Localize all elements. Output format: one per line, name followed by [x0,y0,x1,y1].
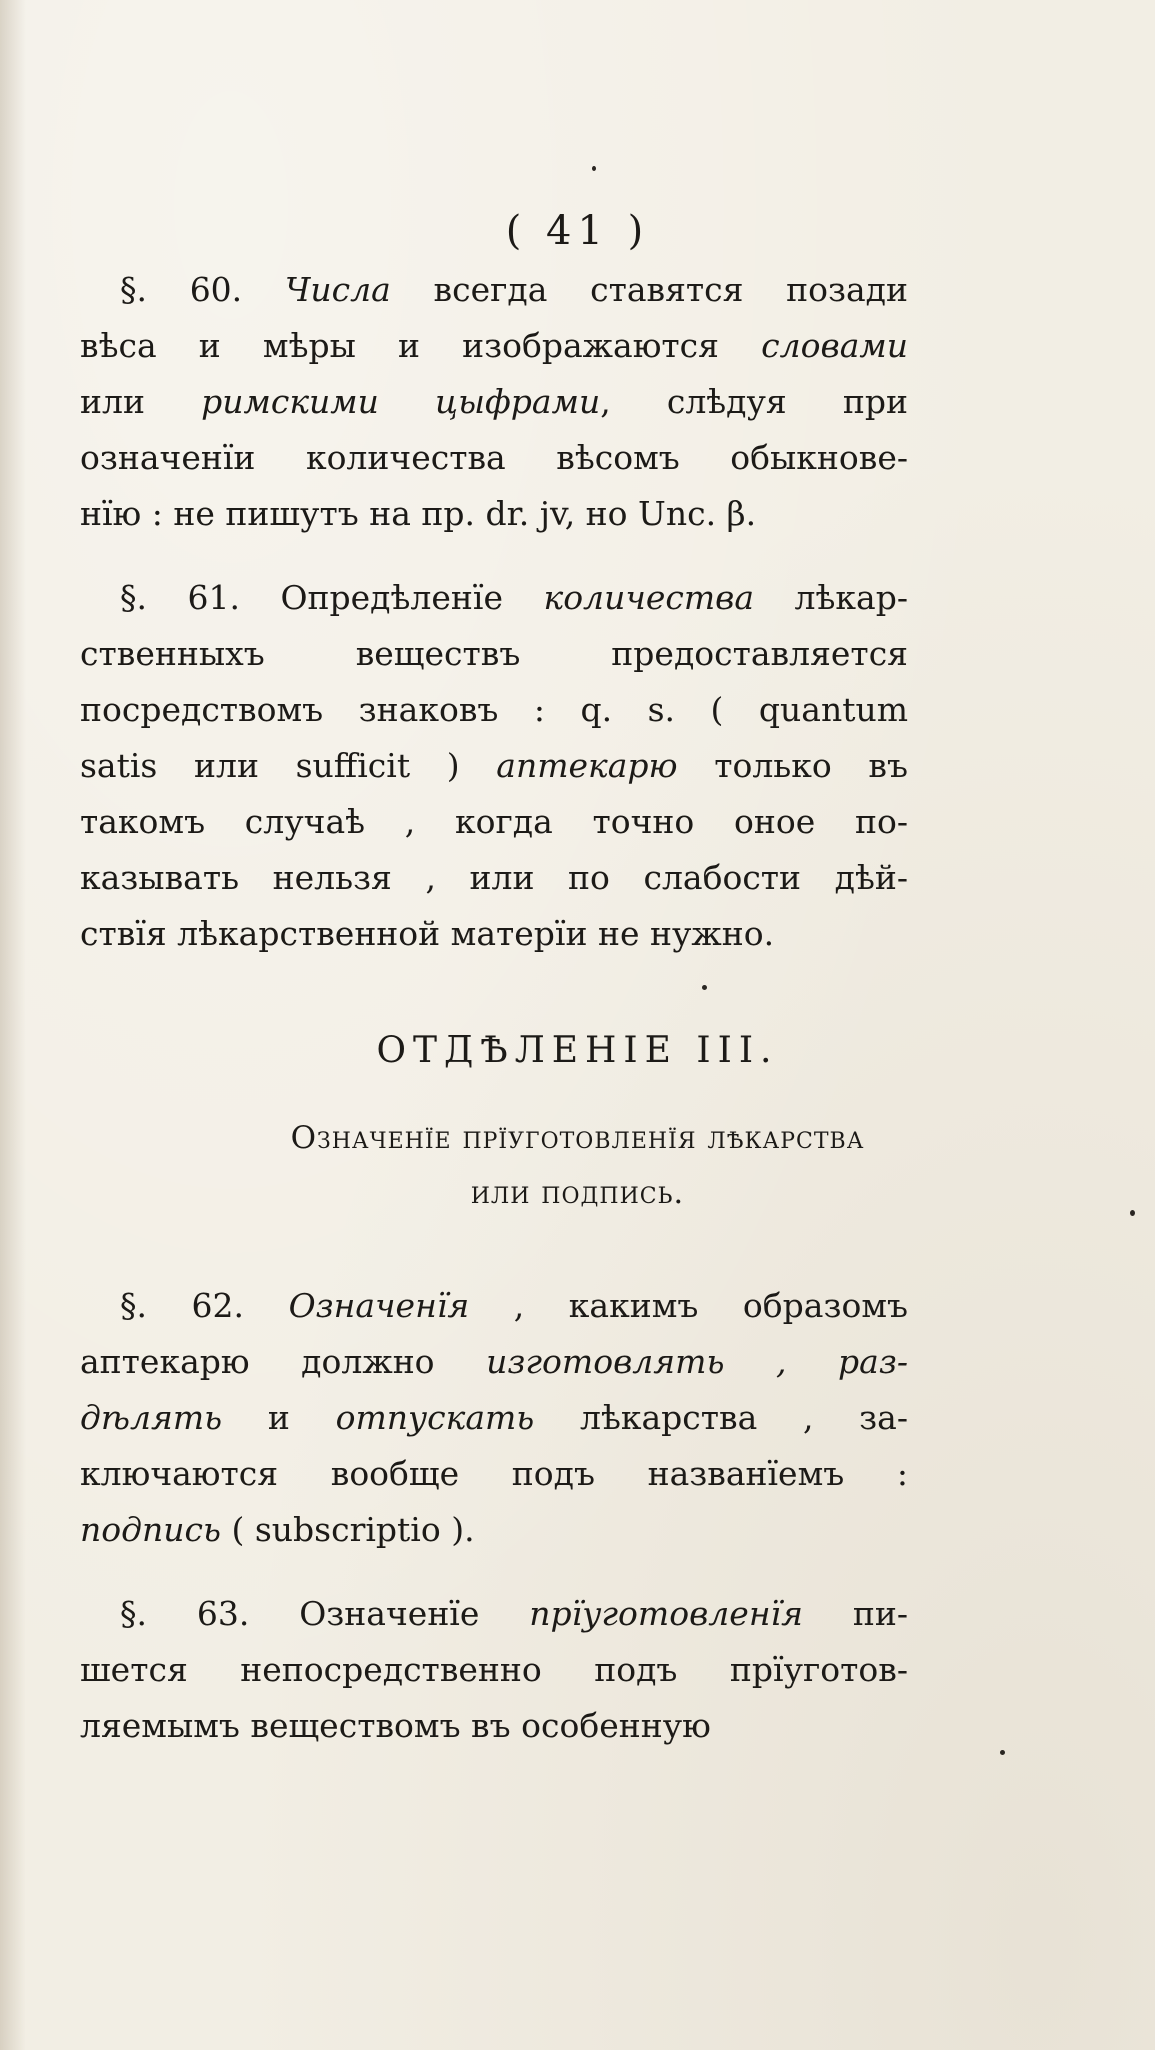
text-run: такомъ случаѣ , когда точно оное по- [80,802,908,841]
text-run: означенїи количества вѣсомъ обыкнове- [80,438,908,477]
text-run: ляемымъ веществомъ въ особенную [80,1706,711,1745]
paragraph-p60 [80,262,908,542]
text-line [80,850,908,906]
text-run: ключаются вообще подъ названїемъ : [80,1454,908,1493]
ink-speck [1130,1210,1135,1216]
text-run: нїю : не пишутъ на пр. dr. jv, но Unc. β. [80,494,757,533]
text-run: всегда ставятся позади [390,270,908,309]
text-run: §. 62. [120,1286,289,1325]
section-title: ОТДѢЛЕНІЕ III. [376,1030,779,1071]
text-line [80,374,908,430]
text-line [80,1278,908,1334]
text-run: и [222,1398,336,1437]
text-line [80,794,908,850]
text-run: ственныхъ веществъ предоставляется [80,634,908,673]
text-block-lower [80,1278,908,1754]
text-line [80,906,908,962]
text-run: §. 61. Опредѣленїе [120,578,544,617]
paragraph-p63 [80,1586,908,1754]
ink-speck [702,985,707,990]
text-run: или [80,382,202,421]
text-line [80,1586,908,1642]
italic-term: количества [543,578,755,617]
italic-term: римскими цыфрами [201,382,601,421]
italic-term: изготовлять , раз- [486,1342,908,1381]
text-line [80,570,908,626]
text-run: казывать нельзя , или по слабости дѣй- [80,858,908,897]
text-run: пи- [802,1594,908,1633]
text-run: лѣкарства , за- [534,1398,908,1437]
text-run: только въ [677,746,908,785]
italic-term: прїуготовленїя [529,1594,803,1633]
ink-speck [1000,1750,1005,1755]
italic-term: подпись [80,1510,221,1549]
paragraph-p62 [80,1278,908,1558]
text-line [80,430,908,486]
text-line [80,262,908,318]
text-run: шется непосредственно подъ прїуготов- [80,1650,908,1689]
text-line [80,318,908,374]
section-subtitle-line1: Означенїе прїуготовленїя лѣкарства [290,1120,865,1156]
text-line [80,1446,908,1502]
text-line [80,1698,908,1754]
text-line [80,1334,908,1390]
italic-term: словами [761,326,908,365]
section-subtitle-line2: или подпись. [470,1175,685,1211]
page-number: ( 41 ) [505,208,650,254]
italic-term: дѣлять [80,1398,223,1437]
text-line [80,1502,908,1558]
text-run: ствїя лѣкарственной матерїи не нужно. [80,914,775,953]
text-line [80,682,908,738]
text-run: вѣса и мѣры и изображаются [80,326,762,365]
text-run: ( subscriptio ). [221,1510,475,1549]
italic-term: Означенїя [288,1286,470,1325]
text-run: аптекарю должно [80,1342,487,1381]
text-run: satis или sufficit ) [80,746,497,785]
text-run: , слѣдуя при [600,382,908,421]
italic-term: Числа [284,270,391,309]
italic-term: отпускать [335,1398,535,1437]
text-run: , какимъ образомъ [469,1286,909,1325]
text-run: §. 60. [120,270,285,309]
text-run: посредствомъ знаковъ : q. s. ( quantum [80,690,908,729]
text-run: лѣкар- [754,578,908,617]
text-line [80,1390,908,1446]
text-line [80,486,908,542]
text-line [80,738,908,794]
text-line [80,626,908,682]
text-block-upper [80,262,908,962]
ink-speck [592,166,596,171]
paragraph-p61 [80,570,908,962]
text-run: §. 63. Означенїе [120,1594,530,1633]
text-line [80,1642,908,1698]
page-spine-shadow [0,0,26,2050]
italic-term: аптекарю [496,746,678,785]
